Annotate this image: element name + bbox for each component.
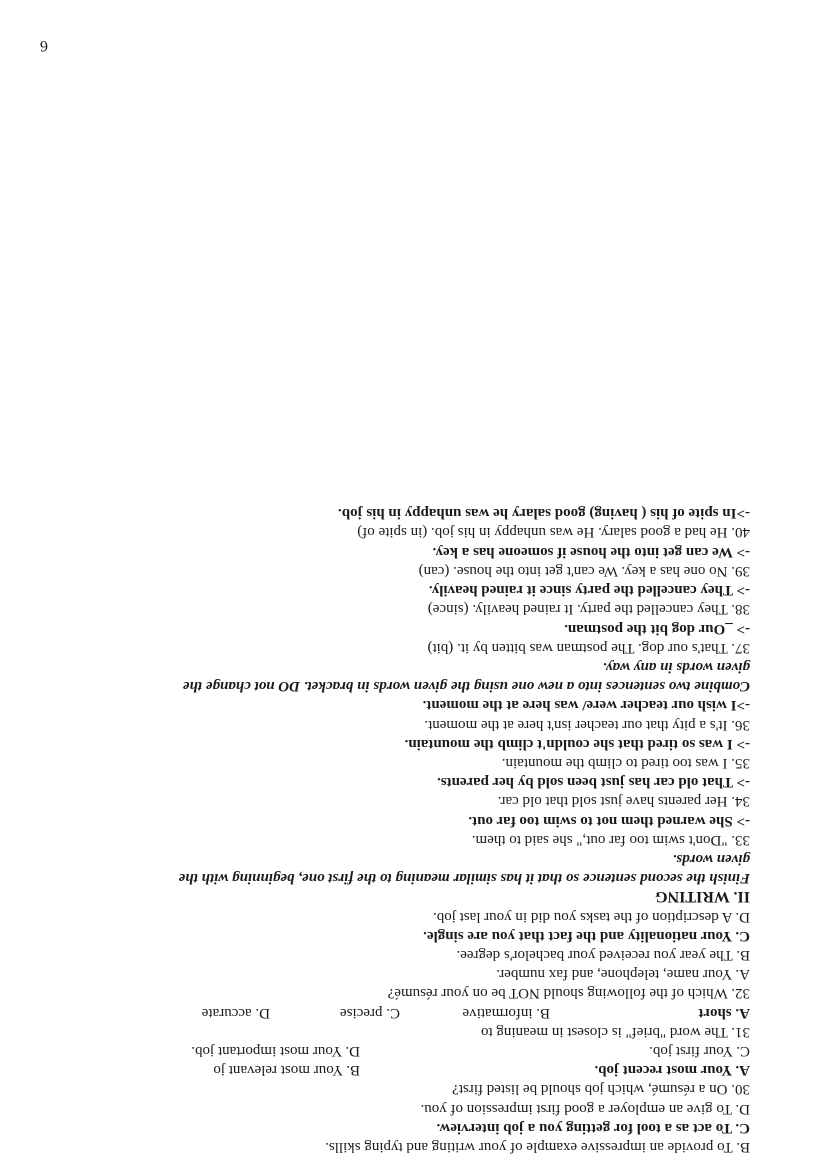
- q32-question: 32. Which of the following should NOT be on your résumé?: [387, 985, 750, 1002]
- q31-options: [60, 1002, 750, 1021]
- q38-question: 38. They cancelled the party. It rained heavily. (since): [427, 601, 750, 618]
- q32-option-d: D. A description of the tasks you did in your last job.: [432, 908, 750, 925]
- q30-question: 30. On a résumé, which job should be listed first?: [452, 1081, 750, 1098]
- q32-option-b: B. The year you received your bachelor's degree.: [456, 946, 750, 963]
- q30-option-a: A. Your most recent job.: [594, 1062, 750, 1079]
- instruction-combine-line1: Combine two sentences into a new one using the given words in bracket. DO not change the: [182, 678, 750, 695]
- q31-question: 31. The word "brief" is closest in meaning to: [480, 1023, 750, 1040]
- q30-option-d: D. Your most important job.: [191, 1042, 360, 1059]
- page-number: 6: [40, 37, 48, 54]
- instruction-combine-line2: given words in any way.: [602, 658, 750, 675]
- q40-question: 40. He had a good salary. He was unhappy in his job. (in spite of): [357, 524, 750, 541]
- q33-question: 33. "Don't swim too far out," she said to them.: [471, 831, 750, 848]
- q36-answer: ->I wish our teacher were/ was here at the moment.: [422, 697, 750, 714]
- q30-options-cd: [60, 1041, 750, 1060]
- page-content: [60, 503, 750, 1156]
- q29-option-c: C. To act as a tool for getting you a job interview.: [436, 1119, 750, 1136]
- q29-option-d: D. To give an employer a good first impression of you.: [420, 1100, 750, 1117]
- q39-answer: -> We can get into the house if someone has a key.: [432, 543, 750, 560]
- q34-answer: -> That old car has just been sold by her parents.: [437, 774, 750, 791]
- writing-heading: II. WRITING: [655, 888, 750, 906]
- q32-option-c: C. Your nationality and the fact that you are single.: [423, 927, 750, 944]
- q31-option-b: B. informative: [462, 1004, 550, 1021]
- q35-answer: -> I was so tired that she couldn't climb the mountain.: [404, 735, 750, 752]
- q31-option-a: A. short: [698, 1004, 750, 1021]
- q33-answer: -> She warned them not to swim too far out.: [468, 812, 750, 829]
- q39-question: 39. No one has a key. We can't get into the house. (can): [418, 562, 750, 579]
- q32-option-a: A. Your name, telephone, and fax number.: [496, 966, 750, 983]
- q29-option-b: B. To provide an impressive example of your writing and typing skills.: [325, 1139, 750, 1155]
- instruction-finish-line1: Finish the second sentence so that it has similar meaning to the first one, beginning with the: [178, 870, 750, 887]
- instruction-finish-line2: given words.: [672, 850, 750, 867]
- q30-option-b: B. Your most relevant jo: [213, 1062, 360, 1079]
- q40-answer: ->In spite of his ( having) good salary he was unhappy in his job.: [338, 505, 750, 522]
- q30-option-c: C. Your first job.: [649, 1042, 750, 1059]
- q31-option-d: D. accurate: [201, 1004, 270, 1021]
- q34-question: 34. Her parents have just sold that old car.: [497, 793, 750, 810]
- q31-option-c: C. precise: [340, 1004, 400, 1021]
- q35-question: 35. I was too tired to climb the mountain.: [501, 754, 750, 771]
- q37-answer: -> _Our dog bit the postman.: [564, 620, 750, 637]
- q36-question: 36. It's a pity that our teacher isn't here at the moment.: [424, 716, 750, 733]
- q30-options-ab: [60, 1060, 750, 1079]
- q37-question: 37. That's our dog. The postman was bitten by it. (bit): [427, 639, 750, 656]
- q38-answer: -> They cancelled the party since it rained heavily.: [428, 582, 750, 599]
